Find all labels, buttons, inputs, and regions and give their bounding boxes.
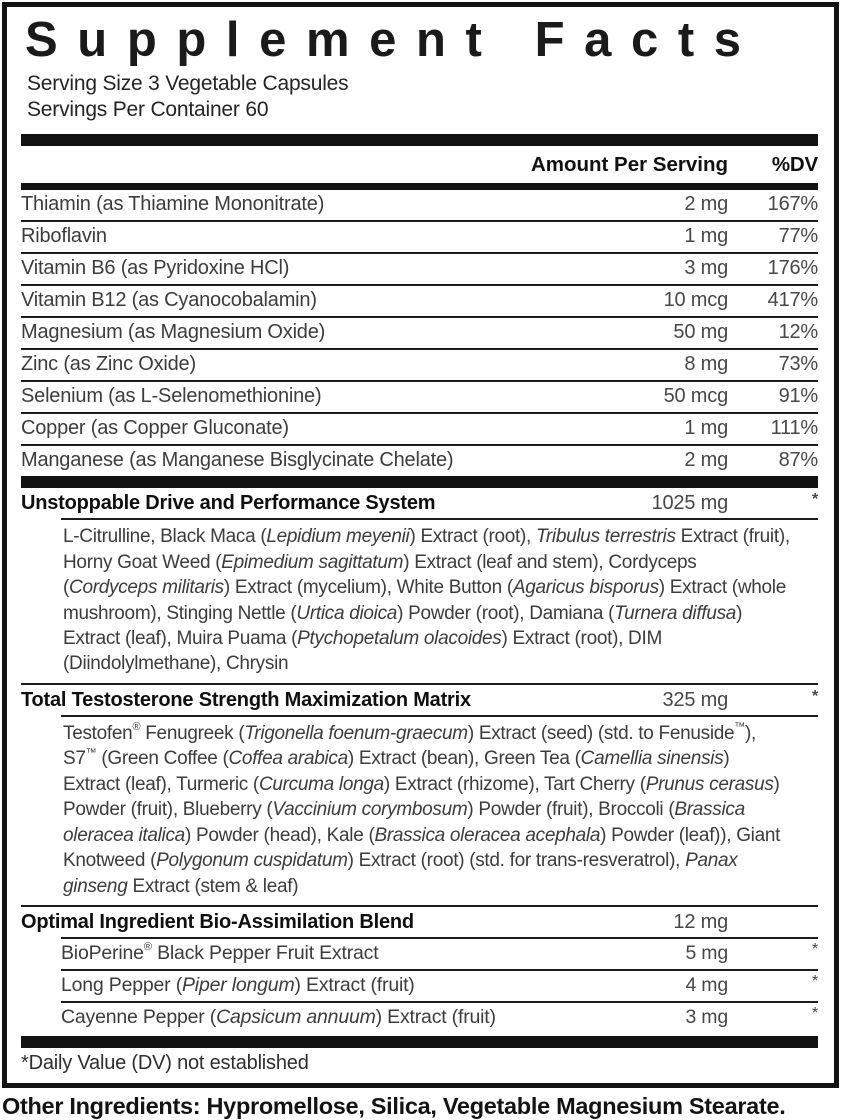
ingredient-name: BioPerine® Black Pepper Fruit Extract — [61, 941, 379, 965]
blend-underline — [61, 715, 818, 717]
ingredient-dv: * — [811, 973, 818, 991]
ingredient-dv: * — [811, 1005, 818, 1023]
nutrient-name: Vitamin B12 (as Cyanocobalamin) — [21, 289, 317, 312]
blend-list — [21, 488, 818, 1033]
divider-bar-under-header — [21, 183, 818, 190]
blend-amount: 1025 mg — [651, 492, 728, 515]
daily-value-footnote: *Daily Value (DV) not established — [21, 1052, 309, 1075]
nutrient-row — [21, 382, 818, 414]
blend-dv: * — [811, 491, 818, 509]
blend-ingredient-row — [61, 939, 818, 969]
blend-section — [21, 905, 818, 1033]
nutrient-dv: 417% — [767, 289, 818, 312]
other-ingredients-line: Other Ingredients: Hypromellose, Silica, Vegetable Magnesium Stearate. — [2, 1093, 786, 1120]
nutrient-name: Magnesium (as Magnesium Oxide) — [21, 321, 326, 344]
ingredient-amount: 3 mg — [685, 1006, 728, 1029]
nutrient-dv: 111% — [770, 417, 818, 440]
nutrient-row — [21, 286, 818, 318]
serving-size-line: Serving Size 3 Vegetable Capsules — [27, 71, 349, 95]
nutrient-name: Zinc (as Zinc Oxide) — [21, 353, 196, 376]
nutrient-name: Vitamin B6 (as Pyridoxine HCl) — [21, 257, 290, 280]
blend-ingredient-list — [61, 939, 818, 1033]
nutrient-row — [21, 350, 818, 382]
nutrient-name: Manganese (as Manganese Bisglycinate Chelate) — [21, 449, 454, 472]
nutrient-row — [21, 446, 818, 476]
divider-bar-mid — [21, 476, 818, 488]
blend-header-row — [21, 907, 818, 937]
panel-title: Supplement Facts — [25, 15, 761, 67]
blend-dv: * — [811, 687, 818, 705]
nutrient-name: Copper (as Copper Gluconate) — [21, 417, 289, 440]
supplement-facts-panel — [2, 2, 839, 1088]
nutrient-dv: 12% — [778, 321, 818, 344]
ingredient-name: Long Pepper (Piper longum) Extract (fruit) — [61, 974, 415, 997]
blend-header-row — [21, 685, 818, 715]
nutrient-list — [21, 190, 818, 476]
nutrient-name: Riboflavin — [21, 225, 107, 248]
dv-header: %DV — [771, 153, 818, 177]
nutrient-row — [21, 414, 818, 446]
column-header-row — [21, 150, 818, 181]
ingredient-amount: 5 mg — [685, 942, 728, 965]
blend-header-row — [21, 488, 818, 518]
blend-ingredient-row — [61, 1001, 818, 1033]
nutrient-row — [21, 222, 818, 254]
nutrient-amount: 50 mg — [673, 321, 728, 344]
nutrient-amount: 2 mg — [684, 193, 728, 216]
nutrient-row — [21, 190, 818, 222]
blend-amount: 325 mg — [662, 688, 728, 711]
nutrient-dv: 87% — [778, 449, 818, 472]
nutrient-dv: 91% — [778, 385, 818, 408]
blend-description: Testofen® Fenugreek (Trigonella foenum-graecum) Extract (seed) (std. to Fenuside™), S7™ (Green Coffee (Coffea arabica) Extract (bean), Green Tea (Camellia sinensis) Extract (leaf), Turmeric (Curcuma longa) Extract (rhizome), Tart Cherry (Prunus cerasus) Powder (fruit), Blueberry (Vaccinium corymbosum) Powder (fruit), Broccoli (Brassica oleracea italica) Powder (head), Kale (Brassica oleracea acephala) Powder (leaf)), Giant Knotweed (Polygonum cuspidatum) Extract (root) (std. for trans-resveratrol), Panax ginseng Extract (stem & leaf) — [63, 721, 781, 897]
nutrient-name: Thiamin (as Thiamine Mononitrate) — [21, 193, 325, 216]
blend-description: L-Citrulline, Black Maca (Lepidium meyenii) Extract (root), Tribulus terrestris Extract (fruit), Horny Goat Weed (Epimedium sagittatum) Extract (leaf and stem), Cordyceps (Cordyceps militaris) Extract (mycelium), White Button (Agaricus bisporus) Extract (whole mushroom), Stinging Nettle (Urtica dioica) Powder (root), Damiana (Turnera diffusa) Extract (leaf), Muira Puama (Ptychopetalum olacoides) Extract (root), DIM (Diindolylmethane), Chrysin — [63, 526, 790, 675]
ingredient-name: Cayenne Pepper (Capsicum annuum) Extract (fruit) — [61, 1006, 496, 1029]
nutrient-row — [21, 318, 818, 350]
divider-bar-bottom — [21, 1036, 818, 1048]
nutrient-row — [21, 254, 818, 286]
nutrient-amount: 1 mg — [684, 417, 728, 440]
nutrient-amount: 50 mcg — [663, 385, 728, 408]
ingredient-amount: 4 mg — [685, 974, 728, 997]
nutrient-amount: 2 mg — [684, 449, 728, 472]
divider-bar-top — [21, 134, 818, 146]
nutrient-amount: 1 mg — [684, 225, 728, 248]
blend-underline — [61, 518, 818, 520]
nutrient-dv: 167% — [767, 193, 818, 216]
nutrient-amount: 8 mg — [684, 353, 728, 376]
nutrient-dv: 77% — [778, 225, 818, 248]
ingredient-dv: * — [811, 941, 818, 959]
blend-ingredient-row — [61, 969, 818, 1001]
nutrient-name: Selenium (as L-Selenomethionine) — [21, 385, 322, 408]
amount-per-serving-header: Amount Per Serving — [530, 153, 728, 177]
supplement-label-page — [0, 2, 842, 1120]
nutrient-amount: 10 mcg — [663, 289, 728, 312]
nutrient-dv: 176% — [767, 257, 818, 280]
nutrient-dv: 73% — [778, 353, 818, 376]
blend-name: Total Testosterone Strength Maximization Matrix — [21, 688, 471, 711]
blend-name: Unstoppable Drive and Performance System — [21, 492, 436, 515]
nutrient-amount: 3 mg — [684, 257, 728, 280]
servings-per-container-line: Servings Per Container 60 — [27, 97, 269, 121]
blend-amount: 12 mg — [673, 911, 728, 934]
blend-section — [21, 683, 818, 899]
blend-section — [21, 488, 818, 677]
blend-name: Optimal Ingredient Bio-Assimilation Blend — [21, 911, 414, 934]
